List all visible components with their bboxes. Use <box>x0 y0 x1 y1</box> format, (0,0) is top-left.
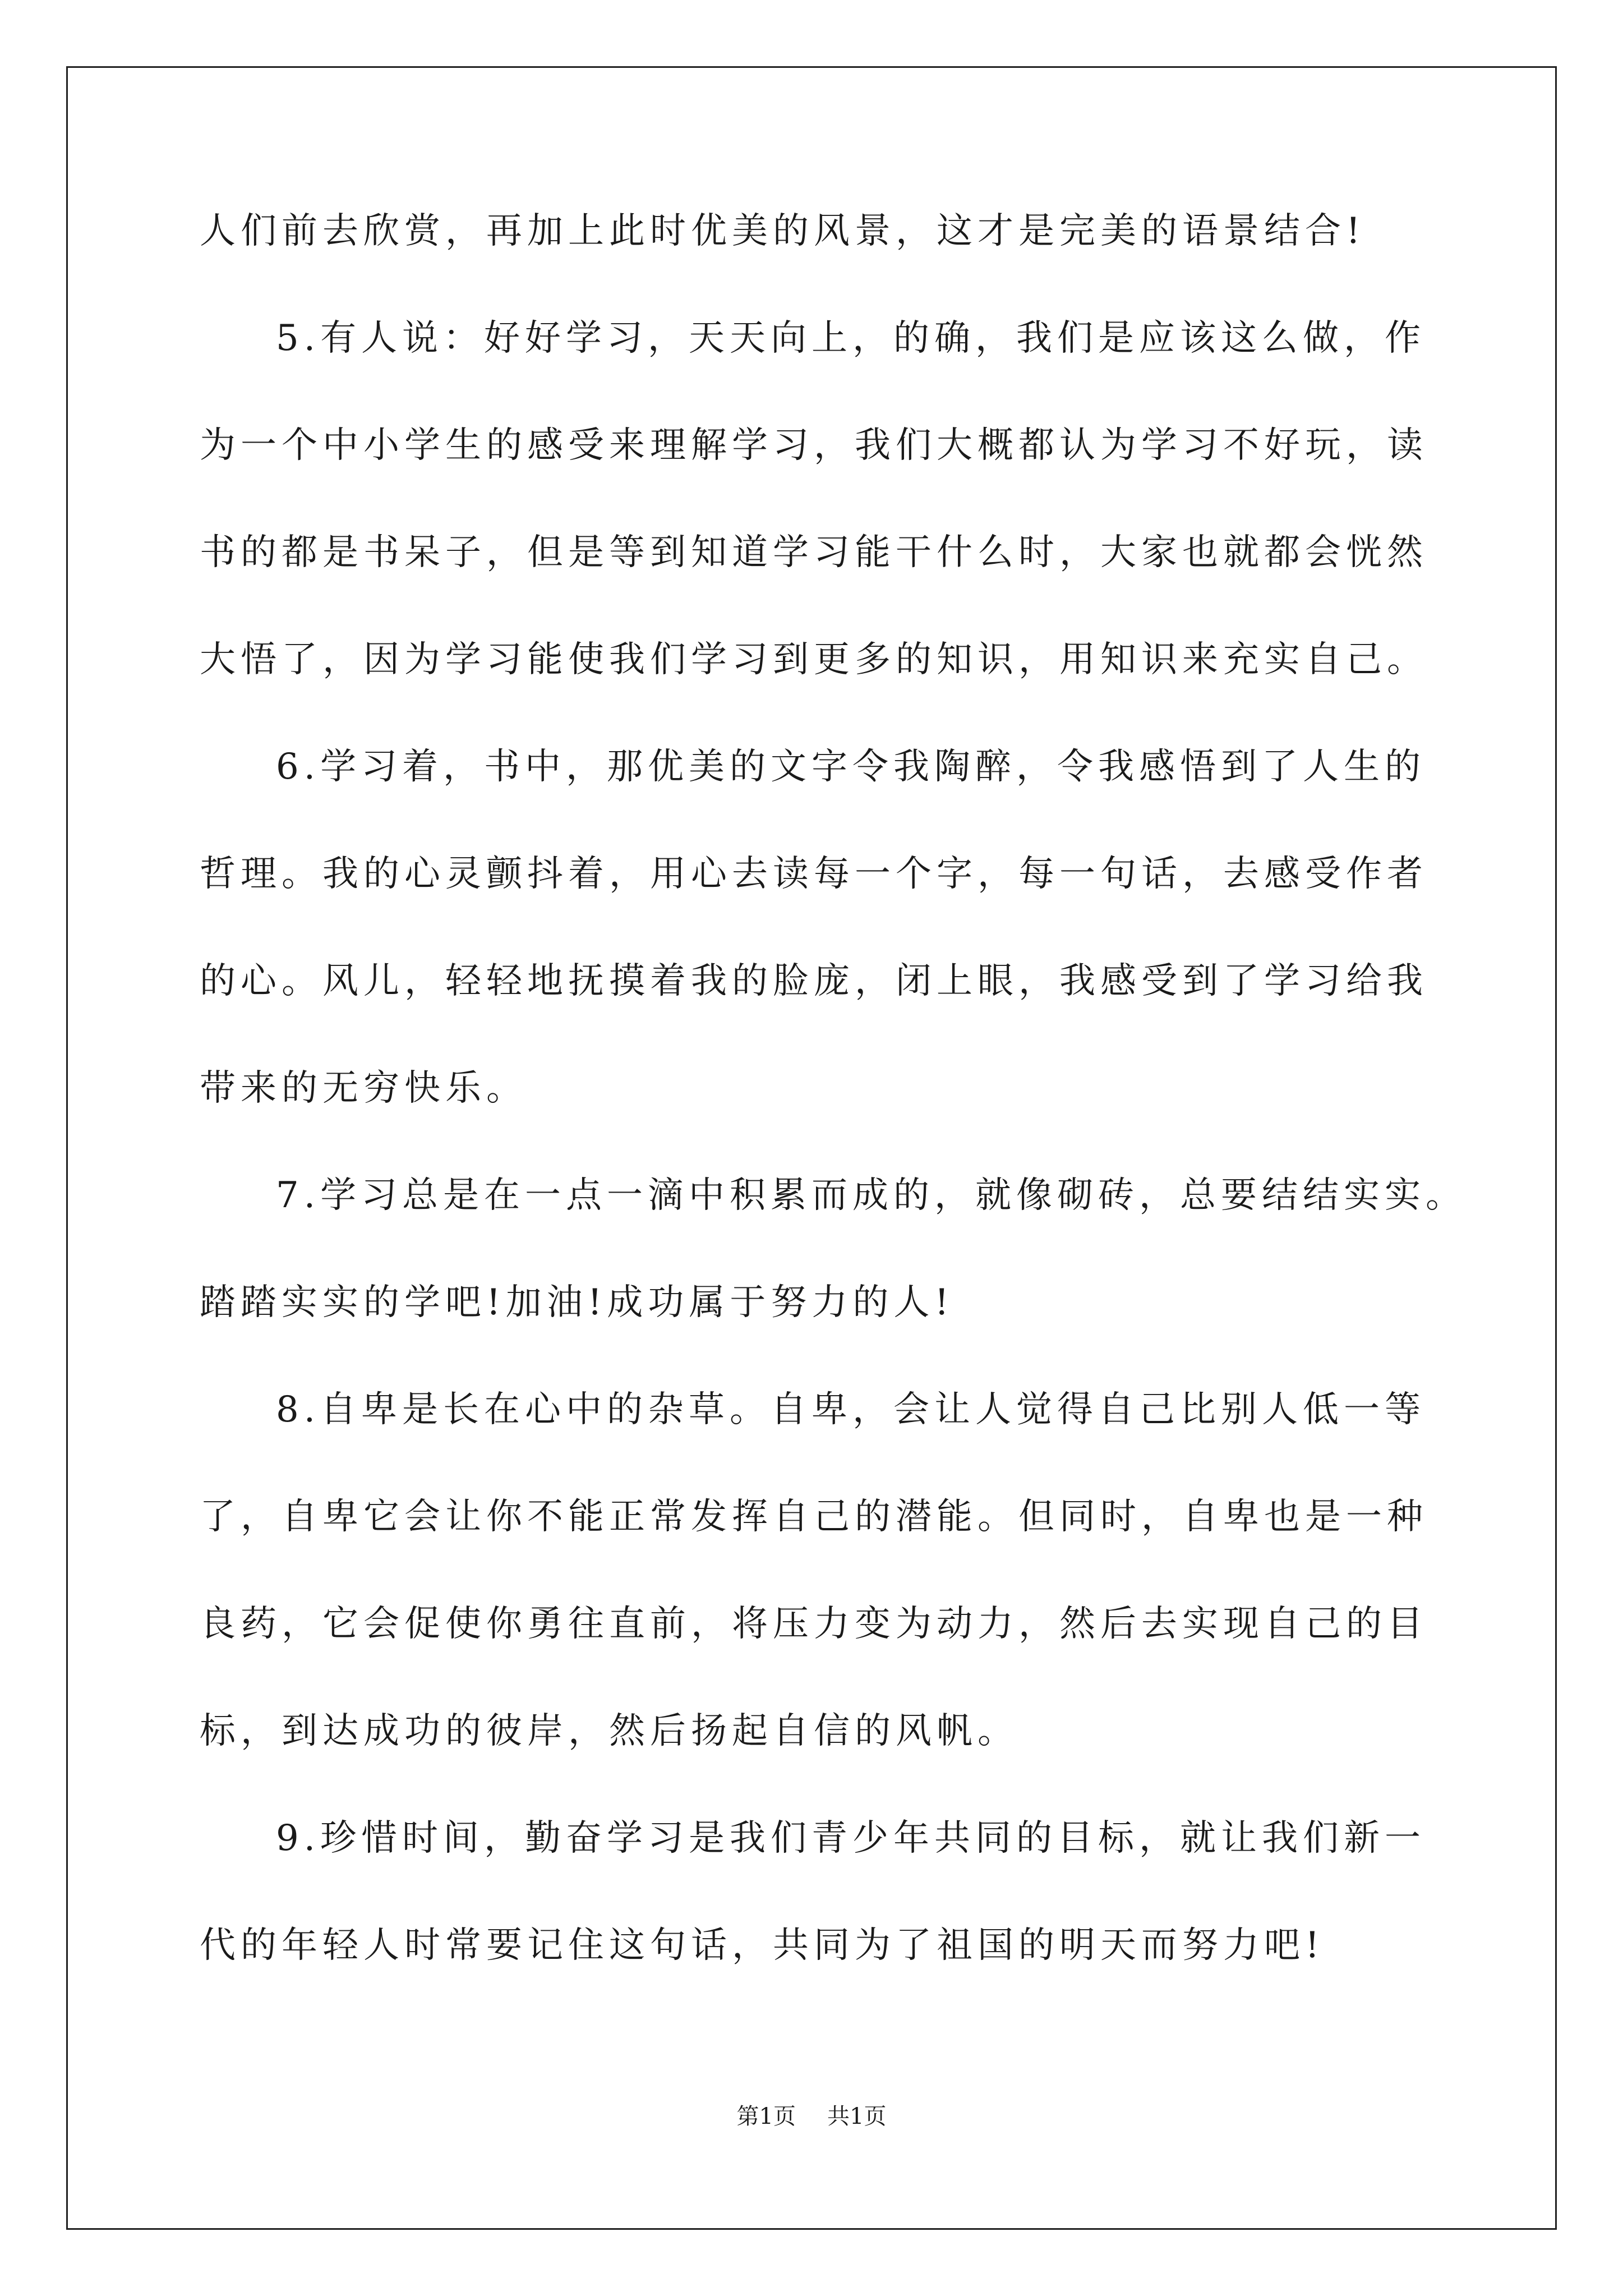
page-number-total: 共1页 <box>827 2104 887 2129</box>
text-line: 人们前去欣赏，再加上此时优美的风景，这才是完美的语景结合! <box>200 210 1366 252</box>
text-line: 7.学习总是在一点一滴中积累而成的，就像砌砖，总要结结实实。 <box>276 1175 1467 1216</box>
text-line: 代的年轻人时常要记住这句话，共同为了祖国的明天而努力吧! <box>200 1925 1325 1966</box>
text-line: 哲理。我的心灵颤抖着，用心去读每一个字，每一句话，去感受作者 <box>200 853 1428 895</box>
text-line: 为一个中小学生的感受来理解学习，我们大概都认为学习不好玩，读 <box>200 425 1428 466</box>
page-footer <box>0 2105 1623 2128</box>
text-line: 大悟了，因为学习能使我们学习到更多的知识，用知识来充实自己。 <box>200 639 1428 680</box>
text-line: 5.有人说：好好学习，天天向上，的确，我们是应该这么做，作 <box>276 318 1426 359</box>
page-number-current: 第1页 <box>736 2104 796 2129</box>
text-line: 书的都是书呆子，但是等到知道学习能干什么时，大家也就都会恍然 <box>200 532 1428 573</box>
text-line: 标，到达成功的彼岸，然后扬起自信的风帆。 <box>200 1710 1018 1752</box>
text-line: 踏踏实实的学吧!加油!成功属于努力的人! <box>200 1282 955 1323</box>
document-body <box>200 210 1467 2035</box>
text-line: 了，自卑它会让你不能正常发挥自己的潜能。但同时，自卑也是一种 <box>200 1496 1428 1538</box>
text-line: 良药，它会促使你勇往直前，将压力变为动力，然后去实现自己的目 <box>200 1603 1428 1645</box>
text-line: 带来的无穷快乐。 <box>200 1068 527 1109</box>
text-line: 9.珍惜时间，勤奋学习是我们青少年共同的目标，就让我们新一 <box>276 1818 1426 1859</box>
text-line: 6.学习着，书中，那优美的文字令我陶醉，令我感悟到了人生的 <box>276 746 1426 788</box>
text-line: 8.自卑是长在心中的杂草。自卑，会让人觉得自己比别人低一等 <box>276 1389 1426 1430</box>
text-line: 的心。风儿，轻轻地抚摸着我的脸庞，闭上眼，我感受到了学习给我 <box>200 960 1428 1002</box>
